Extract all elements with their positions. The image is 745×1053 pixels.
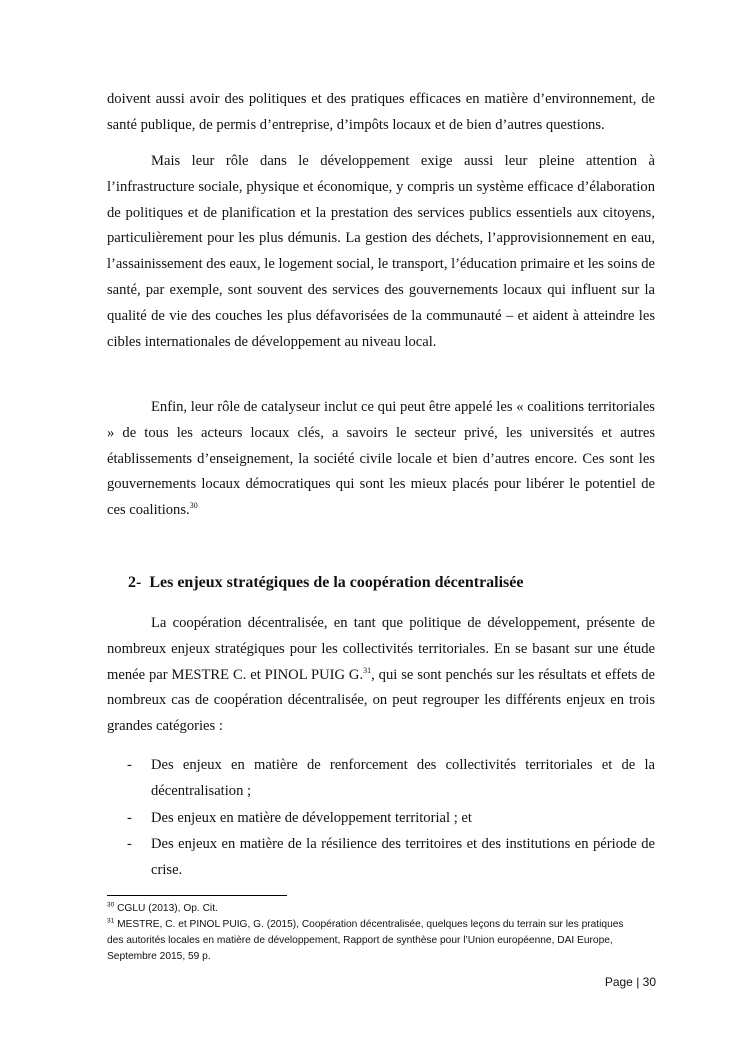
bullet-dash: - — [127, 757, 132, 773]
paragraph-3: Enfin, leur rôle de catalyseur inclut ce qui peut être appelé les « coalitions territoriales » de tous les acteurs locaux clés, a savoirs le secteur privé, les universités et autres établissements d’enseignement, la société civile locale et bien d’autres encore. Ces sont les gouvernements locaux démocratiques qui sont les mieux placés pour libérer le potentiel de ces coalitions.$^{30}$ — [107, 399, 655, 519]
enjeux-list — [107, 753, 655, 885]
section-title: Les enjeux stratégiques de la coopération décentralisée — [149, 574, 524, 591]
list-item: - Des enjeux en matière de renforcement des collectivités territoriales et de la décentralisation ; — [107, 753, 655, 805]
section-heading — [128, 574, 648, 592]
section-paragraph: La coopération décentralisée, en tant que politique de développement, présente de nombreux enjeux stratégiques pour les collectivités territoriales. En se basant sur une étude menée par MESTRE C. et PINOL PUIG G.$^{31}$, qui se sont penchés sur les résultats et effets de nombreux cas de coopération décentralisée, on peut regrouper les différents enjeux en trois grandes catégories : — [107, 615, 655, 735]
footnote-30: $^{30}$ CGLU (2013), Op. Cit. — [107, 901, 218, 914]
list-item: - Des enjeux en matière de la résilience des territoires et des institutions en période de crise. — [107, 832, 655, 884]
section-number: 2- — [128, 574, 142, 591]
footnote-31: $^{31}$ MESTRE, C. et PINOL PUIG, G. (2015), Coopération décentralisée, quelques leçons du terrain sur les pratiques des autorités locales en matière de développement, Rapport de synthèse pour l’Union européenne, DAI Europe, Septembre 2015, 59 p. — [107, 917, 624, 962]
footnote-ref-31[interactable]: 31 — [363, 665, 372, 675]
bullet-dash: - — [127, 836, 132, 853]
footnotes — [107, 901, 627, 965]
footnote-ref-30[interactable]: 30 — [189, 501, 198, 511]
paragraph-2: Mais leur rôle dans le développement exige aussi leur pleine attention à l’infrastructure sociale, physique et économique, y compris un système efficace d’élaboration de politiques et de planification et la prestation des services publics essentiels aux citoyens, particulièrement pour les plus démunis. La gestion des déchets, l’approvisionnement en eau, l’assainissement des eaux, le logement social, le transport, l’éducation primaire et les soins de santé, par exemple, sont souvent des services des gouvernements locaux qui influent sur la qualité de vie des couches les plus défavorisées de la communauté – et aident à atteindre les cibles internationales de développement au niveau local. — [107, 153, 655, 350]
paragraph-1: doivent aussi avoir des politiques et des pratiques efficaces en matière d’environnement, de santé publique, de permis d’entreprise, d’impôts locaux et de bien d’autres questions. — [107, 91, 655, 133]
bullet-dash: - — [127, 809, 132, 826]
page-number: Page | 30 — [604, 975, 656, 989]
list-item: - Des enjeux en matière de développement territorial ; et — [107, 806, 655, 832]
footnote-divider — [107, 895, 287, 896]
